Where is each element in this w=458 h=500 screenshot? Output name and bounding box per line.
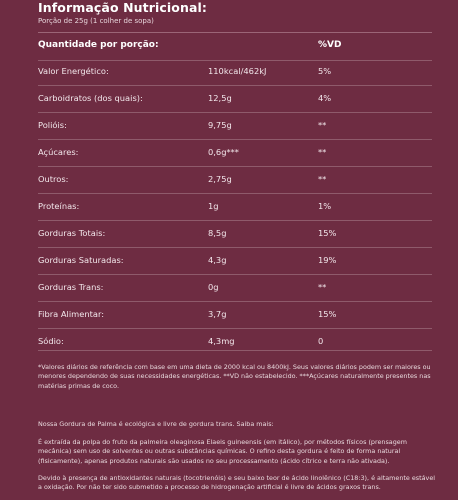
row-divider: [38, 301, 432, 302]
nutrient-dv: 15%: [318, 309, 337, 319]
nutrient-amount: 2,75g: [208, 174, 232, 184]
nutrient-label: Outros:: [38, 174, 69, 184]
column-header-dv: %VD: [318, 40, 342, 50]
footnote: *Valores diários de referência com base em uma dieta de 2000 kcal ou 8400kJ. Seus valores diários podem ser maiores ou menores dependendo de suas necessidades energéticas. **VD não estabelecido. ***Açúcares naturalmente presentes nas matérias primas de coco.: [38, 363, 431, 390]
header-divider: [38, 32, 432, 33]
nutrient-amount: 1g: [208, 201, 219, 211]
row-divider: [38, 112, 432, 113]
nutrient-label: Gorduras Totais:: [38, 228, 106, 238]
row-divider: [38, 85, 432, 86]
description-paragraph-2: Devido à presença de antioxidantes naturais (tocotrienóis) e seu baixo teor de ácido linolênico (C18:3), é altamente estável a oxidação. Por não ter sido submetido a processo de hidrogenação artificial é livre de ácidos graxos trans.: [38, 474, 436, 492]
row-divider: [38, 139, 432, 140]
nutrient-amount: 0g: [208, 282, 219, 292]
nutrient-dv: **: [318, 147, 327, 157]
nutrient-dv: 15%: [318, 228, 337, 238]
row-divider: [38, 274, 432, 275]
nutrient-dv: **: [318, 282, 327, 292]
nutrient-label: Gorduras Trans:: [38, 282, 104, 292]
nutrient-dv: **: [318, 174, 327, 184]
nutrient-amount: 8,5g: [208, 228, 227, 238]
nutrient-label: Sódio:: [38, 336, 64, 346]
nutrient-label: Polióis:: [38, 120, 67, 130]
row-divider: [38, 193, 432, 194]
nutrition-title: Informação Nutricional:: [38, 0, 207, 15]
nutrient-dv: 0: [318, 336, 324, 346]
description-paragraph-1: É extraída da polpa do fruto da palmeira oleaginosa Elaeis guineensis (em itálico), por métodos físicos (prensagem mecânica) sem uso de solventes ou outras substâncias químicas. O refino desta gordura é feito de forma natural (fisicamente), apenas produtos naturais são usados no seu processamento (ácido cítrico e terra não ativada).: [38, 438, 407, 465]
table-bottom-divider: [38, 350, 432, 351]
serving-size: Porção de 25g (1 colher de sopa): [38, 17, 154, 25]
table-divider: [38, 60, 432, 61]
nutrient-dv: 5%: [318, 66, 332, 76]
column-header-quantity: Quantidade por porção:: [38, 40, 159, 50]
nutrient-label: Gorduras Saturadas:: [38, 255, 124, 265]
nutrient-label: Açúcares:: [38, 147, 79, 157]
nutrient-amount: 0,6g***: [208, 147, 239, 157]
row-divider: [38, 247, 432, 248]
nutrient-amount: 4,3g: [208, 255, 227, 265]
nutrient-dv: 19%: [318, 255, 337, 265]
nutrient-label: Fibra Alimentar:: [38, 309, 105, 319]
nutrient-dv: **: [318, 120, 327, 130]
nutrient-amount: 3,7g: [208, 309, 227, 319]
nutrient-dv: 1%: [318, 201, 332, 211]
nutrient-amount: 110kcal/462kJ: [208, 66, 267, 76]
nutrient-amount: 9,75g: [208, 120, 232, 130]
row-divider: [38, 220, 432, 221]
nutrient-label: Proteínas:: [38, 201, 80, 211]
description-intro: Nossa Gordura de Palma é ecológica e livre de gordura trans. Saiba mais:: [38, 420, 274, 428]
nutrient-label: Valor Energético:: [38, 66, 109, 76]
nutrient-amount: 12,5g: [208, 93, 232, 103]
nutrient-amount: 4,3mg: [208, 336, 235, 346]
nutrient-label: Carboidratos (dos quais):: [38, 93, 143, 103]
row-divider: [38, 166, 432, 167]
nutrient-dv: 4%: [318, 93, 332, 103]
row-divider: [38, 328, 432, 329]
